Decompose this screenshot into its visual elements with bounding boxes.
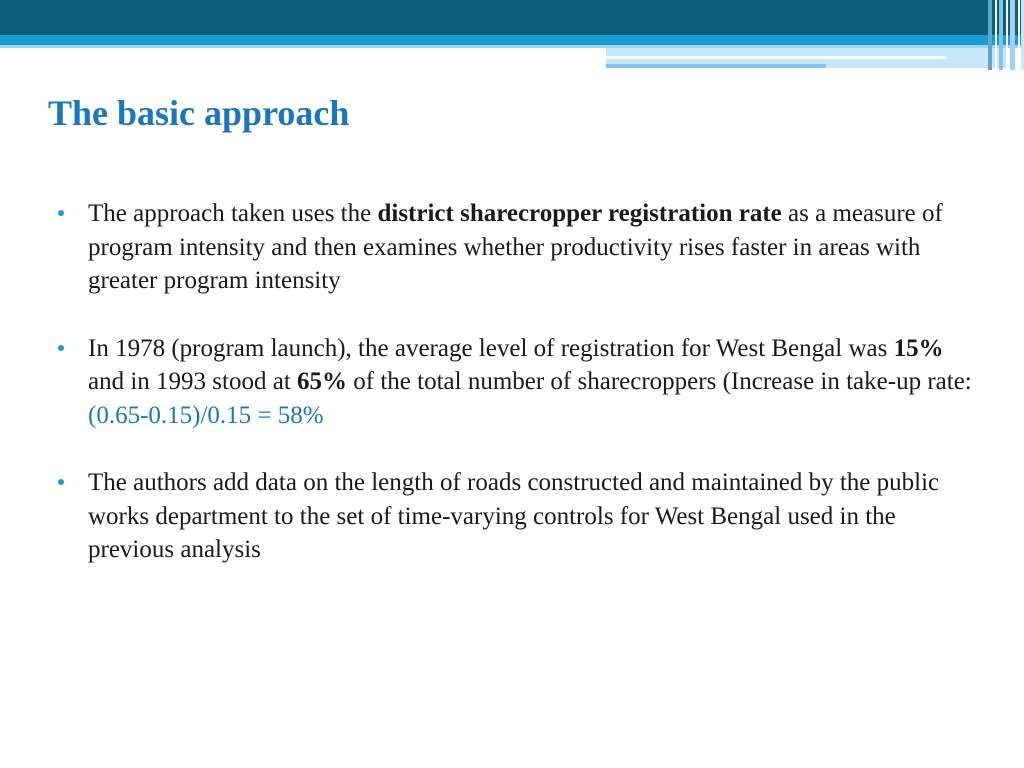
bullet-dot-icon xyxy=(58,479,64,485)
bullet-highlight-formula: (0.65-0.15)/0.15 = 58% xyxy=(88,401,324,429)
slide-title: The basic approach xyxy=(48,93,350,133)
bullet-dot-icon xyxy=(58,210,64,216)
header-accent-line-blue xyxy=(606,64,826,68)
bullet-item xyxy=(54,332,974,433)
bullet-bold-value: 15% xyxy=(893,334,944,362)
header-band-blue xyxy=(0,35,1024,45)
bullet-text: In 1978 (program launch), the average level of registration for West Bengal was xyxy=(88,334,894,362)
bullet-list xyxy=(54,197,974,601)
header-band-dark xyxy=(0,0,1024,35)
bullet-text: of the total number of sharecroppers (Increase in take-up rate: xyxy=(347,368,972,395)
bullet-bold-term: district sharecropper registration rate xyxy=(377,200,782,227)
header-stripes xyxy=(988,0,1024,70)
header-accent-line xyxy=(606,56,946,59)
bullet-text: The approach taken uses the xyxy=(88,200,378,227)
bullet-dot-icon xyxy=(58,345,64,351)
bullet-text: and in 1993 stood at xyxy=(88,368,298,395)
bullet-text: The authors add data on the length of roads constructed and maintained by the public works department to the set of time-varying controls for West Bengal used in the previous analysis xyxy=(88,469,940,563)
bullet-text: as a measure of program intensity and then examines whether productivity rises faster in areas with greater program intensity xyxy=(88,200,943,294)
bullet-item xyxy=(54,197,974,298)
bullet-item xyxy=(54,466,974,567)
bullet-bold-value: 65% xyxy=(297,368,348,395)
